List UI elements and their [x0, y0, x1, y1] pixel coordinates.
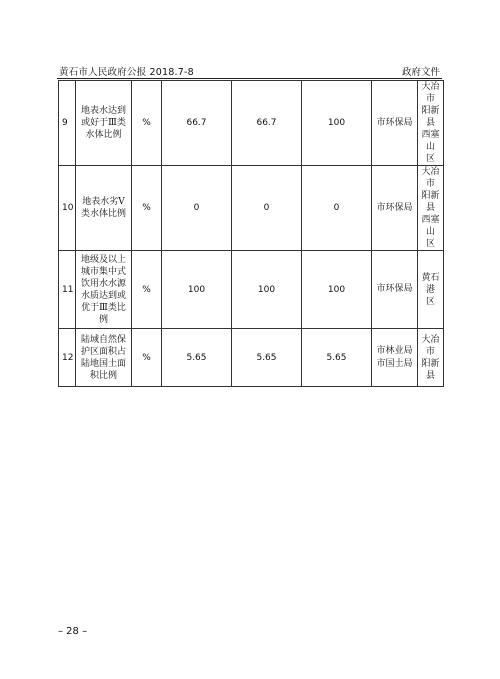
value-2: 0 — [232, 166, 302, 251]
table-row — [59, 166, 444, 251]
unit: % — [132, 329, 162, 387]
indicator-table — [58, 80, 444, 387]
page-number: – 28 – — [58, 626, 88, 637]
section-label: 政府文件 — [401, 67, 440, 78]
value-3: 5.65 — [302, 329, 372, 387]
value-2: 100 — [232, 251, 302, 329]
responsible-department: 市林业局 市国土局 — [372, 329, 418, 387]
indicator-name: 陆域自然保 护区面积占 陆地国土面 积比例 — [76, 329, 132, 387]
responsible-department: 市环保局 — [372, 251, 418, 329]
value-3: 100 — [302, 81, 372, 166]
indicator-name: 地表水达到 或好于Ⅲ类 水体比例 — [76, 81, 132, 166]
value-1: 5.65 — [162, 329, 232, 387]
indicator-name: 地表水劣Ⅴ 类水体比例 — [76, 166, 132, 251]
value-1: 0 — [162, 166, 232, 251]
publication-title: 黄石市人民政府公报 2018.7-8 — [59, 67, 194, 78]
page-header — [57, 63, 442, 79]
unit: % — [132, 251, 162, 329]
table-row — [59, 81, 444, 166]
value-1: 66.7 — [162, 81, 232, 166]
responsible-department: 市环保局 — [372, 166, 418, 251]
table-row — [59, 251, 444, 329]
value-1: 100 — [162, 251, 232, 329]
row-number: 12 — [59, 329, 76, 387]
row-number: 9 — [59, 81, 76, 166]
row-number: 11 — [59, 251, 76, 329]
table-row — [59, 329, 444, 387]
value-2: 5.65 — [232, 329, 302, 387]
value-2: 66.7 — [232, 81, 302, 166]
responsible-area: 大冶市 阳新县 西塞山 区 — [418, 166, 444, 251]
value-3: 0 — [302, 166, 372, 251]
value-3: 100 — [302, 251, 372, 329]
row-number: 10 — [59, 166, 76, 251]
header-rule — [57, 78, 442, 79]
unit: % — [132, 166, 162, 251]
indicator-name: 地级及以上 城市集中式 饮用水水源 水质达到或 优于Ⅲ类比 例 — [76, 251, 132, 329]
responsible-area: 大冶市 阳新县 西塞山 区 — [418, 81, 444, 166]
responsible-area: 黄石港 区 — [418, 251, 444, 329]
responsible-department: 市环保局 — [372, 81, 418, 166]
unit: % — [132, 81, 162, 166]
responsible-area: 大冶市 阳新县 — [418, 329, 444, 387]
